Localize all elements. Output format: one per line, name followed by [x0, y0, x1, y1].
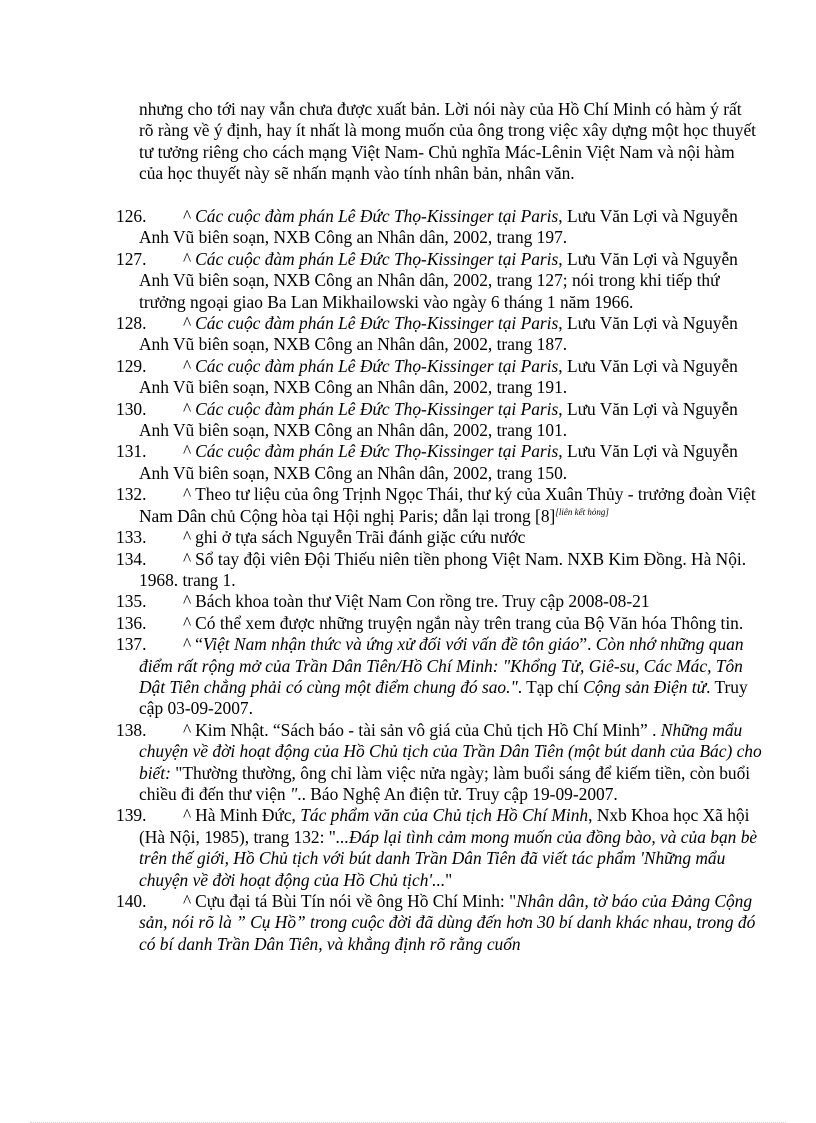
footnote-128	[118, 313, 768, 356]
footnote-number: 127.	[116, 248, 147, 269]
footnote-text: , Nxb Khoa học Xã hội (Hà Nội, 1985), trang 132: "	[139, 805, 750, 847]
intro-paragraph: nhưng cho tới nay vẫn chưa được xuất bản. Lời nói này của Hồ Chí Minh có hàm ý rất rõ ràng về ý định, hay ít nhất là mong muốn của ông trong việc xây dựng một học thuyết tư tưởng riêng cho cách mạng Việt Nam- Chủ nghĩa Mác-Lênin Việt Nam và nội hàm của học thuyết này sẽ nhấn mạnh vào tính nhân bản, nhân văn.	[139, 99, 757, 184]
footnote-text: Theo tư liệu của ông Trịnh Ngọc Thái, thư ký của Xuân Thủy - trưởng đoàn Việt Nam Dân chủ Cộng hòa tại Hội nghị Paris; dẫn lại trong [8]	[139, 484, 756, 526]
footnote-number: 131.	[116, 441, 147, 462]
footnote-number: 140.	[116, 891, 147, 911]
backlink-caret[interactable]: ^	[183, 612, 192, 633]
footnote-text: , Lưu Văn Lợi và Nguyễn Anh Vũ biên soạn, NXB Công an Nhân dân, 2002, trang 191.	[139, 355, 738, 398]
footnote-quote: Còn nhớ những quan điểm rất rộng mở của Trần Dân Tiên/Hồ Chí Minh: "Khổng Tử, Giê-su, Các Mác, Tôn Dật Tiên chẳng phải có cùng một điểm chung đó sao."	[139, 634, 744, 697]
backlink-caret[interactable]: ^	[183, 891, 192, 911]
footnote-text: . Tạp chí	[517, 676, 584, 697]
footnote-number: 139.	[116, 805, 147, 826]
footnote-text: Hà Minh Đức,	[195, 805, 301, 826]
footnote-132	[118, 484, 768, 527]
footnote-text: .. Báo Nghệ An điện tử. Truy cập 19-09-2007.	[297, 783, 618, 804]
footnote-number: 129.	[116, 355, 147, 376]
backlink-caret[interactable]: ^	[183, 398, 192, 419]
footnote-number: 128.	[116, 313, 147, 334]
footnote-130	[118, 399, 768, 442]
footnote-title: Các cuộc đàm phán Lê Đức Thọ-Kissinger tại Paris	[195, 398, 559, 419]
footnote-135	[118, 591, 768, 612]
footnote-title: Các cuộc đàm phán Lê Đức Thọ-Kissinger tại Paris	[195, 206, 559, 226]
footnote-text: Sổ tay đội viên Đội Thiếu niên tiền phong Việt Nam. NXB Kim Đồng. Hà Nội. 1968. trang 1.	[139, 548, 747, 590]
backlink-caret[interactable]: ^	[183, 805, 192, 826]
footnote-text: ghi ở tựa sách Nguyễn Trãi đánh giặc cứu nước	[195, 527, 526, 548]
footnote-title: Các cuộc đàm phán Lê Đức Thọ-Kissinger tại Paris	[195, 248, 559, 269]
footnote-139	[118, 805, 768, 891]
footnote-text: , Lưu Văn Lợi và Nguyễn Anh Vũ biên soạn, NXB Công an Nhân dân, 2002, trang 101.	[139, 398, 738, 441]
footnote-number: 126.	[116, 206, 147, 226]
footnote-title: Tác phẩm văn của Chủ tịch Hồ Chí Minh	[300, 805, 589, 826]
footnote-137	[118, 634, 768, 720]
footnote-text: , Lưu Văn Lợi và Nguyễn Anh Vũ biên soạn, NXB Công an Nhân dân, 2002, trang 187.	[139, 313, 738, 355]
backlink-caret[interactable]: ^	[183, 355, 192, 376]
backlink-caret[interactable]: ^	[183, 441, 192, 462]
backlink-caret[interactable]: ^	[183, 548, 192, 569]
backlink-caret[interactable]: ^	[183, 206, 192, 226]
footnote-title: Các cuộc đàm phán Lê Đức Thọ-Kissinger tại Paris	[195, 313, 559, 334]
footnote-text: Bách khoa toàn thư Việt Nam Con rồng tre. Truy cập 2008-08-21	[195, 591, 650, 612]
backlink-caret[interactable]: ^	[183, 527, 192, 548]
footnote-title: Các cuộc đàm phán Lê Đức Thọ-Kissinger tại Paris	[195, 355, 559, 376]
footnote-source: Cộng sản Điện tử	[583, 676, 707, 697]
footnote-number: 137.	[116, 634, 147, 655]
footnote-138	[118, 720, 768, 806]
backlink-caret[interactable]: ^	[183, 248, 192, 269]
footnote-quote: Nhân dân, tờ báo của Đảng Cộng sản, nói rõ là ” Cụ Hồ” trong cuộc đời đã dùng đến hơn 30 bí danh khác nhau, trong đó có bí danh Trần Dân Tiên, và khẳng định rõ rằng cuốn	[139, 891, 756, 954]
footnote-number: 134.	[116, 548, 147, 569]
footnote-136	[118, 613, 768, 634]
backlink-caret[interactable]: ^	[183, 591, 192, 612]
footnote-list	[118, 206, 768, 955]
backlink-caret[interactable]: ^	[183, 313, 192, 334]
footnote-title: Các cuộc đàm phán Lê Đức Thọ-Kissinger tại Paris	[195, 441, 559, 462]
footnote-text: Kim Nhật. “Sách báo - tài sản vô giá của Chủ tịch Hồ Chí Minh” .	[195, 719, 661, 740]
footnote-quote: Những mẩu chuyện về đời hoạt động của Hồ Chủ tịch của Trần Dân Tiên (một bút danh của Bác) cho biết:	[139, 719, 762, 783]
footnote-quote: ...Đáp lại tình cảm mong muốn của đồng bào, và của bạn bè trên thế giới, Hồ Chủ tịch với bút danh Trần Dân Tiên đã viết tác phẩm 'Những mẩu chuyện về đời hoạt động của Hồ Chủ tịch'...	[139, 826, 758, 890]
footnote-140	[118, 891, 768, 955]
footnote-134	[118, 549, 768, 592]
footnote-text: “	[195, 634, 203, 655]
footnote-text: Có thể xem được những truyện ngắn này trên trang của Bộ Văn hóa Thông tin.	[195, 612, 744, 633]
footnote-133	[118, 527, 768, 548]
footnote-text: "Thường thường, ông chỉ làm việc nửa ngày; làm buổi sáng để kiếm tiền, còn buổi chiều đi đến thư viện	[139, 762, 751, 804]
footnote-text: , Lưu Văn Lợi và Nguyễn Anh Vũ biên soạn, NXB Công an Nhân dân, 2002, trang 127; nói trong khi tiếp thứ trưởng ngoại giao Ba Lan Mikhailowski vào ngày 6 tháng 1 năm 1966.	[139, 248, 738, 312]
footnote-text: ”.	[579, 634, 596, 655]
footnote-text: "	[445, 869, 453, 890]
broken-link-note[interactable]: [liên kết hỏng]	[555, 506, 609, 517]
footnote-126	[118, 206, 768, 249]
footnote-number: 133.	[116, 527, 147, 548]
footnote-title: Việt Nam nhận thức và ứng xử đối với vấn đề tôn giáo	[202, 634, 580, 655]
footnote-number: 130.	[116, 398, 147, 419]
footnote-quote-mark: "	[289, 783, 298, 804]
footnote-text: , Lưu Văn Lợi và Nguyễn Anh Vũ biên soạn, NXB Công an Nhân dân, 2002, trang 197.	[139, 206, 738, 248]
backlink-caret[interactable]: ^	[183, 634, 192, 655]
backlink-caret[interactable]: ^	[183, 484, 192, 505]
footnote-text: . Truy cập 03-09-2007.	[139, 676, 748, 719]
footnote-number: 135.	[116, 591, 147, 612]
footnote-number: 138.	[116, 719, 147, 740]
footnote-127	[118, 249, 768, 313]
footnote-number: 136.	[116, 612, 147, 633]
footnote-131	[118, 441, 768, 484]
footnote-text: , Lưu Văn Lợi và Nguyễn Anh Vũ biên soạn, NXB Công an Nhân dân, 2002, trang 150.	[139, 441, 738, 483]
backlink-caret[interactable]: ^	[183, 719, 192, 740]
footnote-number: 132.	[116, 484, 147, 505]
footnote-129	[118, 356, 768, 399]
footnote-text: Cựu đại tá Bùi Tín nói về ông Hồ Chí Minh: "	[195, 891, 517, 911]
